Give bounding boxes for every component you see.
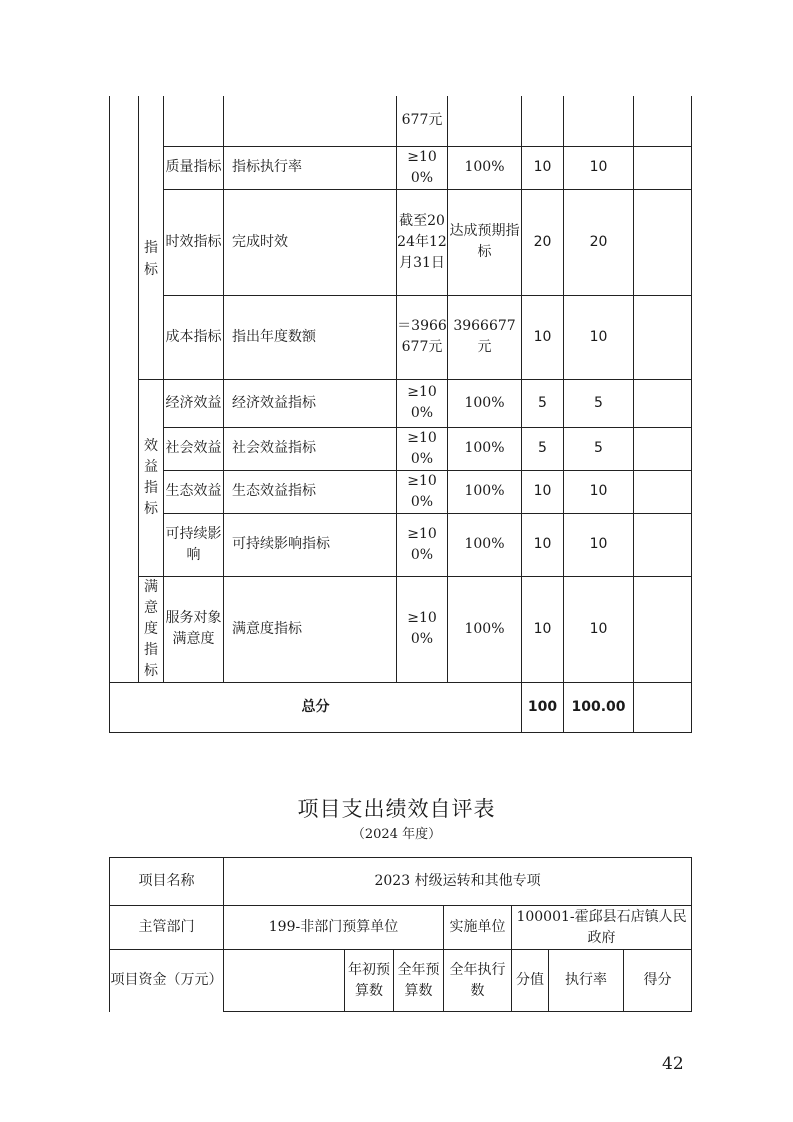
score-cell: 5 — [522, 427, 564, 470]
table-row — [110, 576, 692, 682]
level4-cell: 社会效益指标 — [224, 427, 397, 470]
col-full-budget: 全年预算数 — [394, 950, 444, 1012]
performance-indicator-table — [109, 96, 692, 733]
project-info-table — [109, 857, 692, 1012]
target-value-cell: ≥100% — [397, 427, 448, 470]
total-label: 总分 — [110, 682, 522, 732]
impl-unit-value: 100001-霍邱县石店镇人民政府 — [512, 906, 692, 950]
actual-value-cell: 3966677元 — [448, 295, 522, 379]
note-cell — [634, 427, 692, 470]
table-row — [110, 379, 692, 427]
total-got-score: 100.00 — [564, 682, 634, 732]
level4-cell: 生态效益指标 — [224, 470, 397, 513]
impl-unit-label: 实施单位 — [444, 906, 512, 950]
total-row — [110, 682, 692, 732]
dept-value: 199-非部门预算单位 — [224, 906, 444, 950]
level4-cell: 完成时效 — [224, 189, 397, 295]
actual-value-cell: 100% — [448, 470, 522, 513]
level2-label: 指标 — [144, 240, 158, 279]
table-row — [110, 146, 692, 189]
table-row — [110, 427, 692, 470]
got-score-cell: 10 — [564, 470, 634, 513]
actual-value-cell: 100% — [448, 576, 522, 682]
level3-cell: 生态效益 — [164, 470, 224, 513]
score-cell: 10 — [522, 295, 564, 379]
note-cell — [634, 146, 692, 189]
col-exec-rate: 执行率 — [549, 950, 624, 1012]
target-value-cell: ＝3966677元 — [397, 295, 448, 379]
actual-value-cell: 100% — [448, 513, 522, 576]
project-name-label: 项目名称 — [110, 858, 224, 906]
actual-value-cell: 100% — [448, 427, 522, 470]
col-got-score: 得分 — [624, 950, 692, 1012]
note-cell — [634, 189, 692, 295]
page-number: 42 — [662, 1054, 684, 1074]
got-score-cell: 20 — [564, 189, 634, 295]
note-cell — [634, 379, 692, 427]
level2-indicator-cell: 效益指标 — [139, 379, 164, 576]
score-cell: 10 — [522, 470, 564, 513]
level3-cell: 时效指标 — [164, 189, 224, 295]
target-value-cell: ≥100% — [397, 513, 448, 576]
level3-cell: 可持续影响 — [164, 513, 224, 576]
got-score-cell: 5 — [564, 427, 634, 470]
score-cell: 10 — [522, 146, 564, 189]
col-initial-budget: 年初预算数 — [345, 950, 394, 1012]
col-score: 分值 — [512, 950, 549, 1012]
got-score-cell — [564, 96, 634, 146]
score-cell: 5 — [522, 379, 564, 427]
fund-label: 项目资金（万元） — [110, 950, 224, 1012]
score-cell — [522, 96, 564, 146]
table-row — [110, 295, 692, 379]
actual-value-cell: 达成预期指标 — [448, 189, 522, 295]
table-row — [110, 470, 692, 513]
level4-cell: 指出年度数额 — [224, 295, 397, 379]
level2-indicator-cell — [139, 96, 164, 379]
fund-blank — [224, 950, 345, 1012]
target-value-cell: ≥100% — [397, 576, 448, 682]
level3-cell: 经济效益 — [164, 379, 224, 427]
got-score-cell: 10 — [564, 146, 634, 189]
level4-cell: 满意度指标 — [224, 576, 397, 682]
actual-value-cell: 100% — [448, 146, 522, 189]
actual-value-cell: 100% — [448, 379, 522, 427]
level4-cell: 指标执行率 — [224, 146, 397, 189]
target-value-cell: 677元 — [397, 96, 448, 146]
page-title: 项目支出绩效自评表 — [297, 797, 496, 821]
table-row — [110, 858, 692, 906]
table-row — [110, 96, 692, 146]
level2-indicator-cell: 满意度指标 — [139, 576, 164, 682]
target-value-cell: ≥100% — [397, 379, 448, 427]
level4-cell: 可持续影响指标 — [224, 513, 397, 576]
target-value-cell: 截至2024年12月31日 — [397, 189, 448, 295]
project-name-value: 2023 村级运转和其他专项 — [224, 858, 692, 906]
total-score: 100 — [522, 682, 564, 732]
total-note — [634, 682, 692, 732]
got-score-cell: 10 — [564, 295, 634, 379]
table-row — [110, 906, 692, 950]
level3-cell: 质量指标 — [164, 146, 224, 189]
score-cell: 10 — [522, 576, 564, 682]
note-cell — [634, 295, 692, 379]
level1-indicator-cell — [110, 96, 139, 682]
level3-cell: 社会效益 — [164, 427, 224, 470]
level3-cell: 成本指标 — [164, 295, 224, 379]
level3-cell: 服务对象满意度 — [164, 576, 224, 682]
col-full-exec: 全年执行数 — [444, 950, 512, 1012]
target-value-cell: ≥100% — [397, 470, 448, 513]
level4-cell — [224, 96, 397, 146]
dept-label: 主管部门 — [110, 906, 224, 950]
table-row — [110, 189, 692, 295]
table-row — [110, 513, 692, 576]
note-cell — [634, 576, 692, 682]
got-score-cell: 10 — [564, 513, 634, 576]
level3-cell — [164, 96, 224, 146]
score-cell: 10 — [522, 513, 564, 576]
actual-value-cell — [448, 96, 522, 146]
note-cell — [634, 470, 692, 513]
score-cell: 20 — [522, 189, 564, 295]
target-value-cell: ≥100% — [397, 146, 448, 189]
got-score-cell: 10 — [564, 576, 634, 682]
got-score-cell: 5 — [564, 379, 634, 427]
level4-cell: 经济效益指标 — [224, 379, 397, 427]
table-row — [110, 950, 692, 1012]
note-cell — [634, 96, 692, 146]
note-cell — [634, 513, 692, 576]
page-subtitle: （2024 年度） — [351, 827, 442, 842]
